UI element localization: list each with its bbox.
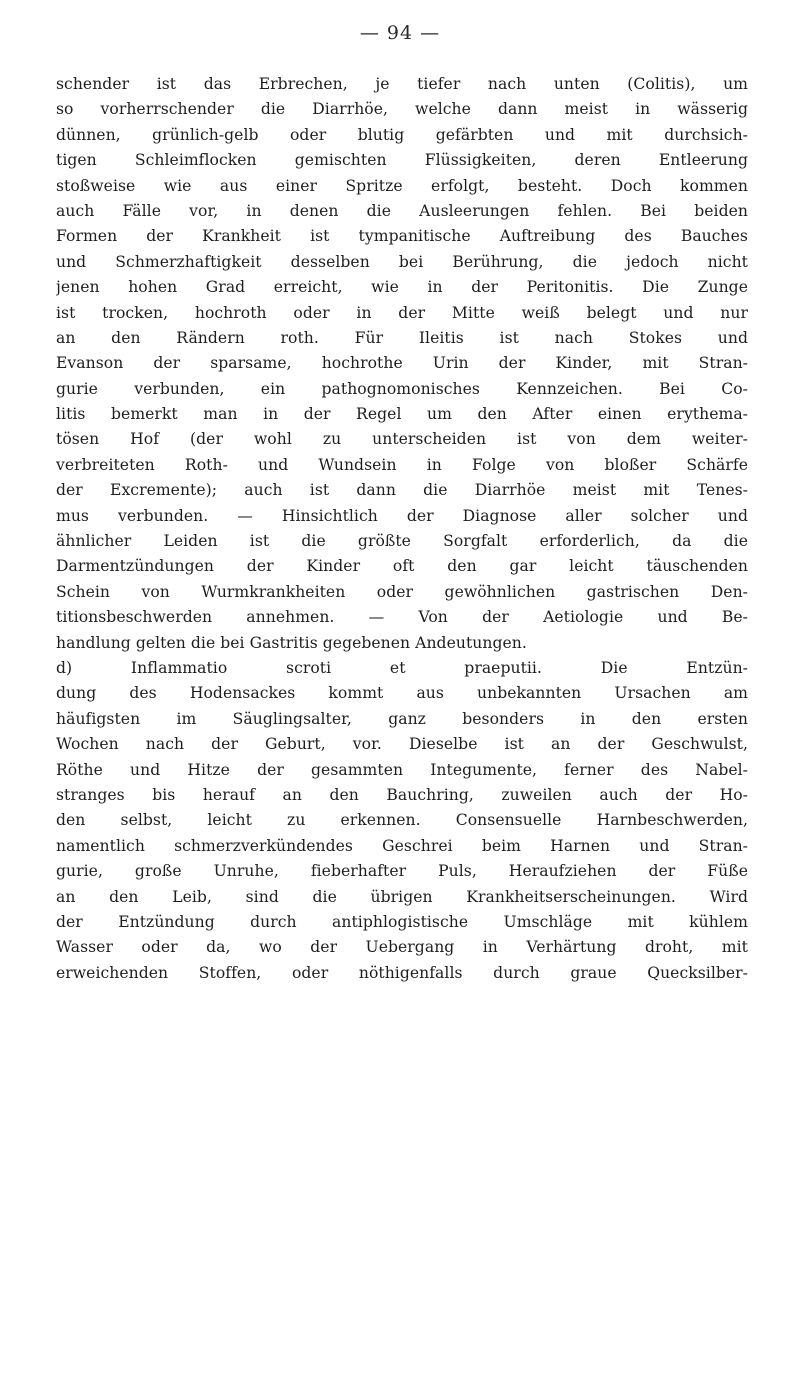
- text-line: namentlich schmerzverkündendes Geschrei beim Harnen und Stran-: [56, 836, 748, 855]
- text-line: jenen hohen Grad erreicht, wie in der Peritonitis. Die Zunge: [56, 278, 748, 297]
- text-line: dünnen, grünlich-gelb oder blutig gefärbten und mit durchsich-: [56, 125, 748, 144]
- text-line: so vorherrschender die Diarrhöe, welche dann meist in wässerig: [56, 100, 748, 119]
- text-line: Wochen nach der Geburt, vor. Dieselbe ist an der Geschwulst,: [56, 735, 748, 754]
- text-line: Röthe und Hitze der gesammten Integumente, ferner des Nabel-: [56, 760, 748, 779]
- text-line: schender ist das Erbrechen, je tiefer nach unten (Colitis), um: [56, 75, 748, 93]
- text-line: ist trocken, hochroth oder in der Mitte weiß belegt und nur: [56, 303, 748, 322]
- text-line: gurie, große Unruhe, fieberhafter Puls, Heraufziehen der Füße: [56, 862, 748, 881]
- text-line: ähnlicher Leiden ist die größte Sorgfalt erforderlich, da die: [56, 532, 748, 551]
- text-line: tösen Hof (der wohl zu unterscheiden ist von dem weiter-: [56, 430, 748, 449]
- page-number: — 94 —: [359, 22, 441, 44]
- text-line: tigen Schleimflocken gemischten Flüssigkeiten, deren Entleerung: [56, 151, 748, 170]
- text-line: gurie verbunden, ein pathognomonisches Kennzeichen. Bei Co-: [56, 379, 748, 398]
- text-line: häufigsten im Säuglingsalter, ganz besonders in den ersten: [56, 709, 748, 728]
- text-line: und Schmerzhaftigkeit desselben bei Berührung, die jedoch nicht: [56, 252, 748, 271]
- text-line: Wasser oder da, wo der Uebergang in Verhärtung droht, mit: [56, 938, 748, 957]
- text-line: litis bemerkt man in der Regel um den After einen erythema-: [56, 405, 748, 424]
- text-line: an den Rändern roth. Für Ileitis ist nach Stokes und: [56, 328, 748, 347]
- text-line: an den Leib, sind die übrigen Krankheitserscheinungen. Wird: [56, 887, 748, 906]
- text-line: stoßweise wie aus einer Spritze erfolgt, besteht. Doch kommen: [56, 176, 748, 195]
- text-line: Evanson der sparsame, hochrothe Urin der Kinder, mit Stran-: [56, 354, 748, 373]
- text-line: erweichenden Stoffen, oder nöthigenfalls durch graue Quecksilber-: [56, 963, 748, 982]
- body-text: [56, 72, 748, 986]
- text-line: Schein von Wurmkrankheiten oder gewöhnlichen gastrischen Den-: [56, 582, 748, 601]
- text-line: dung des Hodensackes kommt aus unbekannten Ursachen am: [56, 684, 748, 703]
- text-line: verbreiteten Roth- und Wundsein in Folge von bloßer Schärfe: [56, 455, 748, 474]
- text-line: titionsbeschwerden annehmen. — Von der Aetiologie und Be-: [56, 608, 748, 627]
- text-line: stranges bis herauf an den Bauchring, zuweilen auch der Ho-: [56, 785, 748, 804]
- text-line: d) Inflammatio scroti et praeputii. Die Entzün-: [56, 658, 748, 677]
- text-line: auch Fälle vor, in denen die Ausleerungen fehlen. Bei beiden: [56, 201, 748, 220]
- text-line: der Excremente); auch ist dann die Diarrhöe meist mit Tenes-: [56, 481, 748, 500]
- text-line: Formen der Krankheit ist tympanitische Auftreibung des Bauches: [56, 227, 748, 246]
- text-line: mus verbunden. — Hinsichtlich der Diagnose aller solcher und: [56, 506, 748, 525]
- text-line: den selbst, leicht zu erkennen. Consensuelle Harnbeschwerden,: [56, 811, 748, 830]
- text-line: handlung gelten die bei Gastritis gegebenen Andeutungen.: [56, 633, 527, 652]
- text-line: der Entzündung durch antiphlogistische Umschläge mit kühlem: [56, 912, 748, 931]
- text-line: Darmentzündungen der Kinder oft den gar leicht täuschenden: [56, 557, 748, 576]
